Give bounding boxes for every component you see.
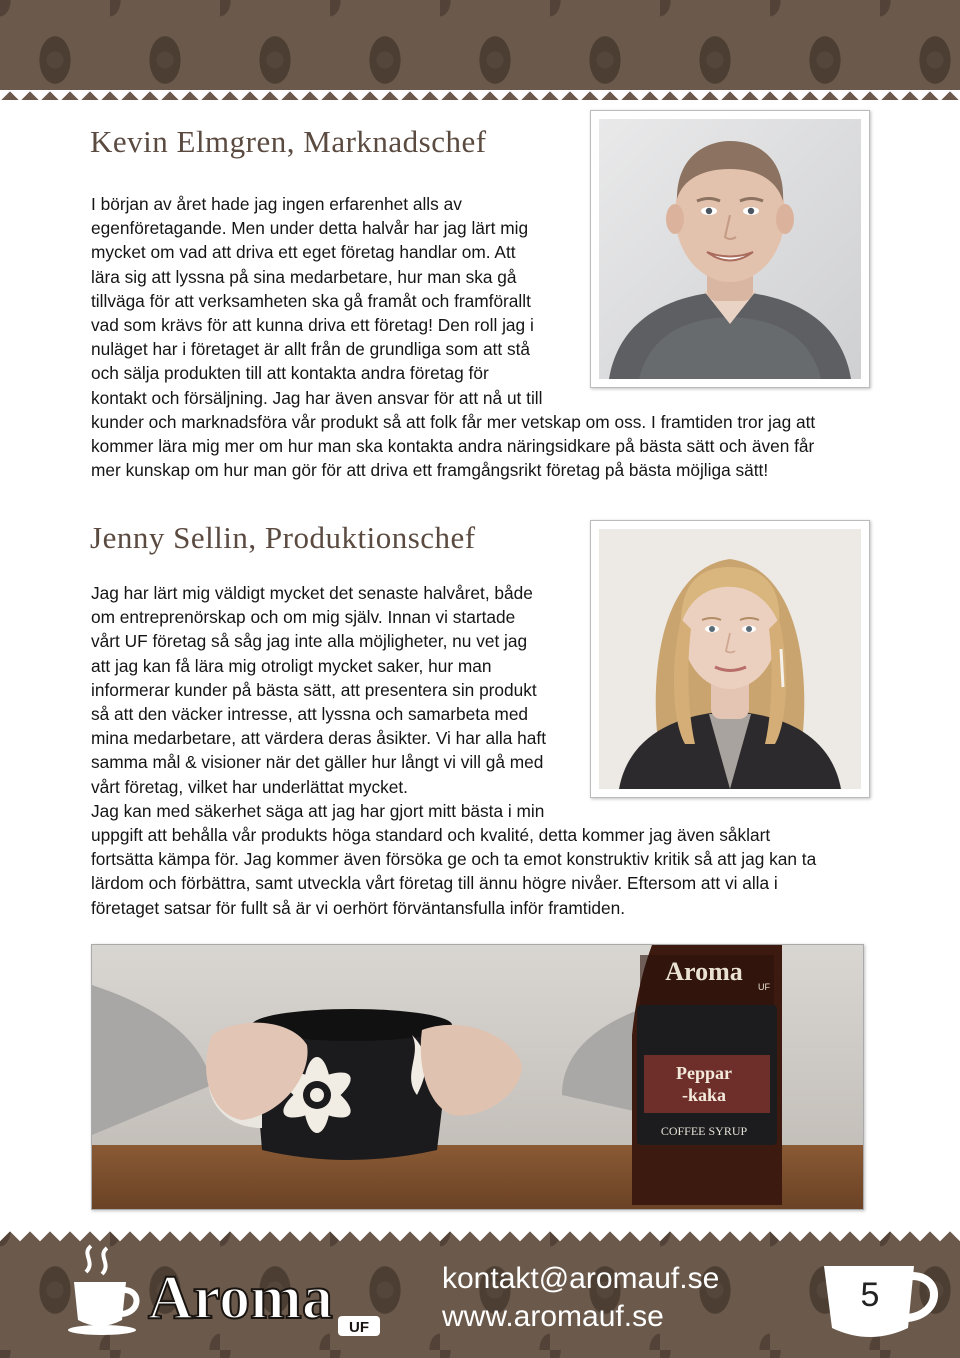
top-zigzag-edge	[0, 90, 960, 104]
text-line: fortsätta kämpa för. Jag kommer även försöka ge och ta emot konstruktiv kritik så att jag kan ta	[91, 849, 817, 870]
bottle-type: COFFEE SYRUP	[660, 1124, 748, 1138]
contact-website[interactable]: www.aromauf.se	[442, 1300, 664, 1333]
text-line: så att den väcker intresse, att lyssna och samarbeta med	[91, 704, 529, 725]
bottle-name-1: Peppar	[676, 1063, 732, 1083]
page-number: 5	[860, 1276, 880, 1314]
text-line: företaget satsar för fullt så är vi oerhört förväntansfulla inför framtiden.	[91, 897, 626, 918]
text-line: Jag har lärt mig väldigt mycket det senaste halvåret, både	[91, 583, 533, 603]
text-line: uppgift att behålla vår produkts höga standard och kvalité, detta kommer jag även såklart	[91, 825, 771, 846]
text-line: Jag kan med säkerhet säga att jag har gjort mitt bästa i min	[91, 800, 545, 821]
contact-email[interactable]: kontakt@aromauf.se	[442, 1262, 720, 1295]
jenny-photo-frame	[590, 520, 870, 798]
text-line: nuläget har i företaget är allt från de grundliga som att stå	[91, 339, 531, 360]
text-line: egenföretagande. Men under detta halvår har jag lärt mig	[91, 218, 529, 239]
text-line: mer kunskap om hur man gör för att driva ett framgångsrikt företag på bästa möjliga sätt!	[91, 460, 769, 481]
kevin-portrait-photo	[599, 119, 861, 379]
bottle-brand-sub: UF	[758, 982, 770, 992]
logo-text: Aroma	[148, 1264, 333, 1332]
text-line: mycket om vad att driva ett eget företag handlar om. Att	[91, 242, 516, 263]
text-line: informerar kunder på bästa sätt, att presentera sin produkt	[91, 679, 537, 700]
logo-sub: UF	[349, 1319, 369, 1336]
aroma-uf-logo	[66, 1242, 396, 1342]
product-photo	[91, 944, 864, 1210]
text-line: vad som krävs för att kunna driva ett företag! Den roll jag i	[91, 315, 534, 336]
text-line: lärdom och förbättra, samt utveckla vårt företag till ännu högre nivåer. Eftersom att vi alla i	[91, 873, 778, 894]
coffee-cup-and-syrup-photo	[92, 945, 863, 1209]
text-line: vårt UF företag så såg jag inte alla möjligheter, nu vet jag	[91, 631, 528, 652]
kevin-heading: Kevin Elmgren, Marknadschef	[90, 124, 487, 159]
bottle-name-2: -kaka	[681, 1085, 727, 1105]
text-line: kontakt och försäljning. Jag har även ansvar för att nå ut till	[91, 387, 543, 408]
text-line: att jag kan få lära mig otroligt mycket saker, hur man	[91, 655, 492, 676]
text-line: lära sig att lyssna på sina medarbetare, hur man ska gå	[91, 266, 517, 287]
text-line: vårt företag, vilket har underlättat mycket.	[91, 776, 408, 797]
text-line: kommer lära mig mer om hur man ska kontakta andra näringsidkare på bästa sätt och även får	[91, 436, 815, 457]
jenny-heading: Jenny Sellin, Produktionschef	[90, 520, 476, 555]
text-line: och sälja produkten till att kontakta andra företag för	[91, 363, 489, 384]
kevin-photo-frame	[590, 110, 870, 388]
text-line: I början av året hade jag ingen erfarenhet alls av	[91, 194, 462, 214]
jenny-portrait-photo	[599, 529, 861, 789]
coffee-cup-icon	[68, 1246, 137, 1335]
bottle-brand: Aroma	[665, 957, 743, 986]
text-line: samma mål & visioner när det gäller hur långt vi vill gå med	[91, 752, 544, 773]
text-line: tillväga för att verksamheten ska gå framåt och framförallt	[91, 290, 531, 311]
text-line: om entreprenörskap och om mig själv. Innan vi startade	[91, 607, 516, 628]
text-line: mina medarbetare, att värdera deras åsikter. Vi har alla haft	[91, 728, 546, 749]
text-line: kunder och marknadsföra vår produkt så att folk får mer vetskap om oss. I framtiden tror jag att	[91, 411, 816, 432]
